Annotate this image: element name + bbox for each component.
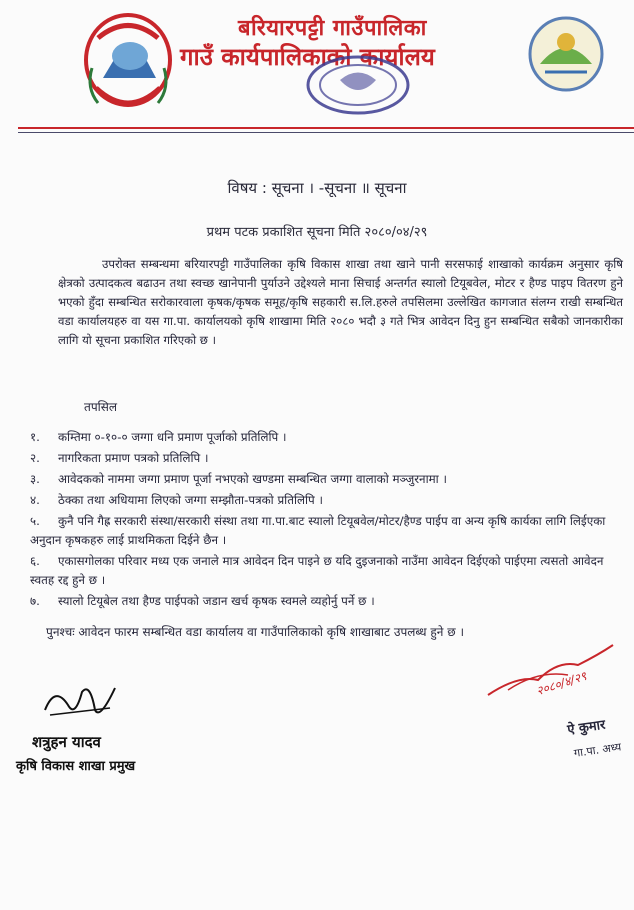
- signatory-right-title: गा.पा. अध्य: [573, 740, 623, 760]
- header-rule-dark: [18, 132, 634, 133]
- header-rule-red: [18, 127, 634, 129]
- signatory-right-name: ऐ कुमार: [566, 717, 607, 738]
- signatory-left-name: शत्रुहन यादव: [32, 733, 101, 751]
- list-item: ७. स्यालो टियूबेल तथा हैण्ड पाईपको जडान खर्च कृषक स्वमले व्यहोर्नु पर्ने छ ।: [30, 594, 375, 608]
- footnote: पुनश्चः आवेदन फारम सम्बन्धित वडा कार्यालय वा गाउँपालिकाको कृषि शाखाबाट उपलब्ध हुने छ ।: [46, 625, 464, 639]
- municipality-emblem-icon: [78, 8, 178, 123]
- list-item: ६. एकासगोलका परिवार मध्य एक जनाले मात्र आवेदन दिन पाइने छ यदि दुइजनाको नाउँमा आवेदन दिईएको पाईएमा त्यसतो आवेदन स्वतह रद्द हुने छ ।: [30, 554, 604, 587]
- right-logo-icon: [525, 12, 607, 97]
- office-name: गाउँ कार्यपालिकाको कार्यालय: [180, 43, 435, 71]
- first-publish-line: प्रथम पटक प्रकाशित सूचना मिति २०८०/०४/२९: [206, 225, 428, 240]
- office-stamp-icon: [300, 55, 415, 125]
- list-item: ५. कुनै पनि गैह्र सरकारी संस्था/सरकारी संस्था तथा गा.पा.बाट स्यालो टियूबवेल/मोटर/हैण्ड पाईप वा अन्य कृषि कार्यका लागि लिईएका अनुदान कृषकहरु लाई प्राथमिकता दिईने छैन ।: [30, 514, 606, 547]
- subject-line: विषय : सूचना । -सूचना ॥ सूचना: [227, 179, 407, 197]
- list-item: ३. आवेदकको नाममा जग्गा प्रमाण पूर्जा नभएको खण्डमा सम्बन्धित जग्गा वालाको मञ्जुरनामा ।: [30, 472, 447, 486]
- list-item: २. नागरिकता प्रमाण पत्रको प्रतिलिपि ।: [30, 451, 209, 465]
- municipality-name: बरियारपट्टी गाउँपालिका: [238, 16, 427, 41]
- list-item: ४. ठेक्का तथा अधियामा लिएको जग्गा सम्झौता-पत्रको प्रतिलिपि ।: [30, 493, 323, 507]
- notice-body: उपरोक्त सम्बन्धमा बरियारपट्टी गाउँपालिका कृषि विकास शाखा तथा खाने पानी सरसफाई शाखाको कार्यक्रम अनुसार कृषि क्षेत्रको उत्पादकत्व बढाउन तथा स्वच्छ खानेपानी पुर्याउने उद्देश्यले माना सिचाई अन्तर्गत स्यालो टियूबवेल, मोटर र हैण्ड पाइप वितरण हुने भएको हुँदा सम्बन्धित सरोकारवाला कृषक/कृषक समूह/कृषि सहकारी स.लि.हरुले तपसिलमा उल्लेखित कागजात संलग्न राखी सम्बन्धित वडा कार्यालयहरु वा यस गा.पा. कार्यालयको कृषि शाखामा मिति २०८० भदौ ३ गते भित्र आवेदन दिनु हुन सम्बन्धित सबैको जानकारीका लागि यो सूचना प्रकाशित गरिएको छ ।: [58, 257, 623, 347]
- list-heading: तपसिल: [84, 400, 118, 414]
- list-item: १. कम्तिमा ०-१०-० जग्गा धनि प्रमाण पूर्जाको प्रतिलिपि ।: [30, 430, 287, 444]
- requirements-list: [30, 428, 630, 613]
- signature-left-icon: [40, 680, 120, 725]
- signatory-left-title: कृषि विकास शाखा प्रमुख: [16, 759, 136, 774]
- signature-date: २०८०/४/२९: [534, 668, 589, 699]
